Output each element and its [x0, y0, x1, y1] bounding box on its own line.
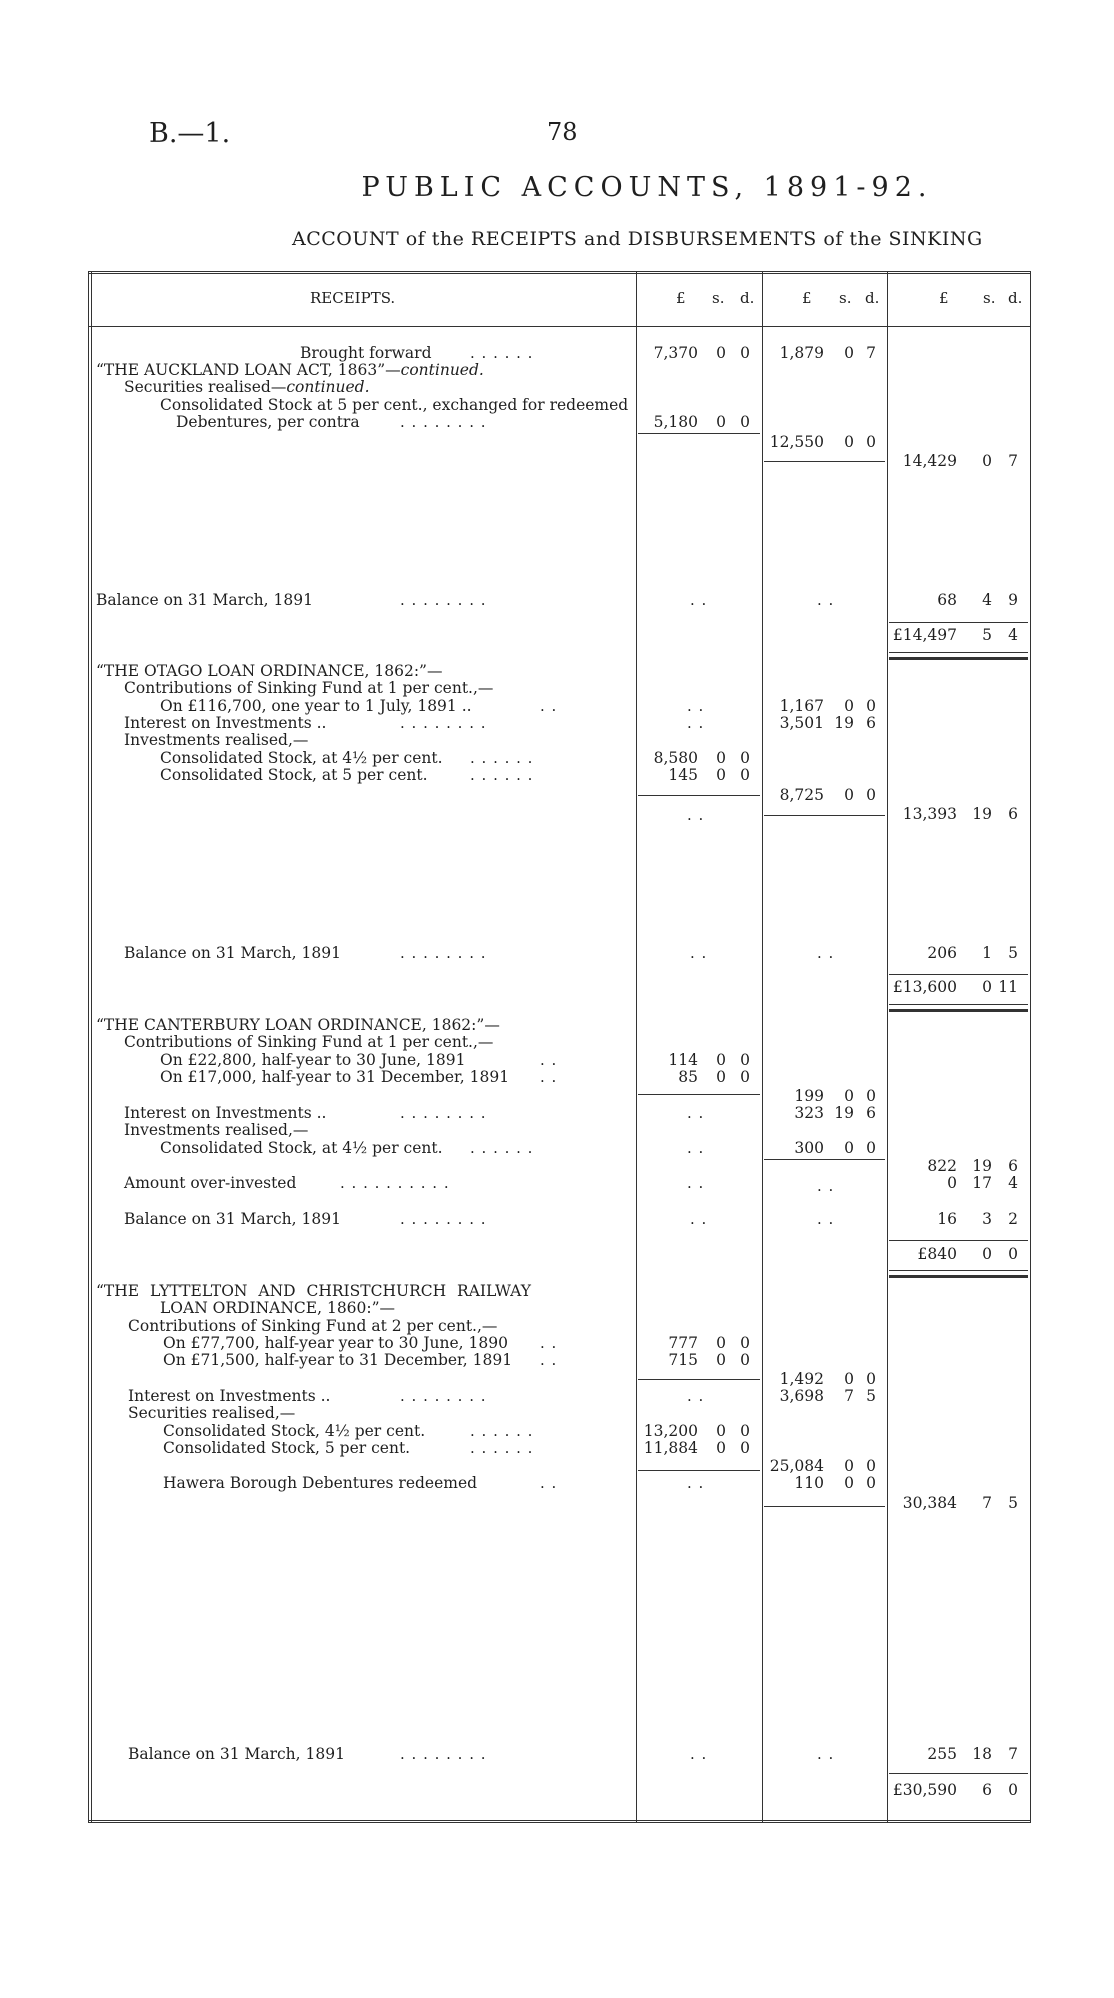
balance-label: Balance on 31 March, 1891 — [96, 591, 313, 609]
c1-pound-header: £ — [676, 289, 686, 307]
leader-dots: . . . . . . — [470, 1439, 534, 1457]
leader-dots: . . . . . . — [470, 1139, 534, 1157]
amount-shillings: 0 — [844, 1457, 854, 1475]
balance-label: Balance on 31 March, 1891 — [124, 1210, 341, 1228]
auckland-title: “THE AUCKLAND LOAN ACT, 1863”— — [96, 361, 401, 379]
amount-pence: 0 — [866, 1457, 876, 1475]
leader-dots: . . . . . . . . — [400, 1745, 487, 1763]
securities-realised-label: Securities realised,— — [128, 1404, 296, 1422]
leader-dots: . . . . . . . . — [400, 1210, 487, 1228]
c2-shilling-header: s. — [839, 289, 852, 307]
leader-dots: . . — [687, 1139, 705, 1157]
amount-pence: 6 — [1008, 1157, 1018, 1175]
amount-pounds: 3,501 — [779, 714, 824, 732]
amount-pence: 0 — [740, 1422, 750, 1440]
amount-pence: 6 — [866, 714, 876, 732]
amount-shillings: 0 — [716, 1051, 726, 1069]
consol-4half-label: Consolidated Stock, at 4½ per cent. — [160, 1139, 443, 1157]
amount-pounds: £30,590 — [892, 1781, 957, 1799]
amount-pounds: 206 — [927, 944, 957, 962]
leader-dots: . . . . . . — [470, 749, 534, 767]
debentures-label: Debentures, per contra — [176, 413, 360, 431]
over-invested-label: Amount over-invested — [124, 1174, 297, 1192]
subtotal-rule — [764, 461, 885, 462]
consol-5-label: Consolidated Stock, at 5 per cent. — [160, 766, 428, 784]
amount-pounds: 13,200 — [643, 1422, 698, 1440]
amount-shillings: 5 — [982, 626, 992, 644]
amount-pounds: 11,884 — [643, 1439, 698, 1457]
amount-pence: 0 — [1008, 1245, 1018, 1263]
leader-dots: . . — [817, 1177, 835, 1195]
interest-label: Interest on Investments .. — [128, 1387, 331, 1405]
leader-dots: . . — [540, 1351, 558, 1369]
amount-shillings: 19 — [834, 714, 854, 732]
amount-pence: 0 — [740, 749, 750, 767]
amount-pounds: £13,600 — [892, 978, 957, 996]
subtotal-rule — [764, 1159, 885, 1160]
amount-shillings: 0 — [844, 1139, 854, 1157]
amount-pounds: 777 — [668, 1334, 698, 1352]
amount-shillings: 7 — [844, 1387, 854, 1405]
contributions-1pc-label: Contributions of Sinking Fund at 1 per cent.,— — [124, 1033, 494, 1051]
amount-shillings: 0 — [716, 1351, 726, 1369]
brought-forward-label: Brought forward — [300, 344, 432, 362]
total-rule — [889, 1240, 1028, 1241]
leader-dots: . . . . . . . . . . — [340, 1174, 450, 1192]
leader-dots: . . — [687, 1104, 705, 1122]
amount-shillings: 0 — [716, 1334, 726, 1352]
leader-dots: . . — [540, 1474, 558, 1492]
leader-dots: . . — [817, 944, 835, 962]
amount-shillings: 0 — [716, 749, 726, 767]
page-number: 78 — [547, 118, 578, 146]
grand-total-rule — [889, 1004, 1028, 1012]
amount-shillings: 0 — [716, 1068, 726, 1086]
c2-pence-header: d. — [865, 289, 880, 307]
amount-shillings: 0 — [716, 1439, 726, 1457]
subtotal-rule — [638, 433, 760, 434]
leader-dots: . . — [687, 806, 705, 824]
amount-pence: 0 — [740, 766, 750, 784]
amount-pence: 0 — [866, 1474, 876, 1492]
leader-dots: . . — [540, 1068, 558, 1086]
interest-label: Interest on Investments .. — [124, 1104, 327, 1122]
amount-pounds: 715 — [668, 1351, 698, 1369]
amount-pounds: 1,167 — [779, 697, 824, 715]
leader-dots: . . . . . . — [470, 766, 534, 784]
amount-pence: 9 — [1008, 591, 1018, 609]
c2-pound-header: £ — [802, 289, 812, 307]
investments-realised-label: Investments realised,— — [124, 731, 309, 749]
amount-pounds: 14,429 — [902, 452, 957, 470]
amount-shillings: 19 — [972, 805, 992, 823]
leader-dots: . . — [817, 1745, 835, 1763]
receipts-column-header: RECEIPTS. — [310, 289, 396, 307]
consol-4half-label: Consolidated Stock, 4½ per cent. — [163, 1422, 426, 1440]
subtotal-rule — [638, 1470, 760, 1471]
leader-dots: . . — [687, 714, 705, 732]
grand-total-rule — [889, 652, 1028, 660]
amount-pence: 0 — [866, 1087, 876, 1105]
securities-realised-heading — [124, 378, 370, 396]
amount-pence: 6 — [866, 1104, 876, 1122]
amount-pence: 5 — [866, 1387, 876, 1405]
lyttelton-contribution-1: On £77,700, half-year year to 30 June, 1890 — [163, 1334, 508, 1352]
amount-pounds: 25,084 — [769, 1457, 824, 1475]
amount-pence: 4 — [1008, 1174, 1018, 1192]
amount-pounds: 110 — [794, 1474, 824, 1492]
amount-pounds: 145 — [668, 766, 698, 784]
amount-shillings: 17 — [972, 1174, 992, 1192]
amount-pounds: 85 — [678, 1068, 698, 1086]
leader-dots: . . — [540, 1334, 558, 1352]
amount-shillings: 0 — [716, 1422, 726, 1440]
amount-pounds: 323 — [794, 1104, 824, 1122]
canterbury-heading: “THE CANTERBURY LOAN ORDINANCE, 1862:”— — [96, 1016, 500, 1034]
amount-pounds: 255 — [927, 1745, 957, 1763]
amount-pence: 0 — [866, 697, 876, 715]
leader-dots: . . . . . . . . — [400, 591, 487, 609]
amount-shillings: 0 — [716, 413, 726, 431]
amount-pence: 6 — [1008, 805, 1018, 823]
amount-pence: 0 — [740, 1334, 750, 1352]
amount-pounds: 13,393 — [902, 805, 957, 823]
amount-shillings: 3 — [982, 1210, 992, 1228]
subtotal-rule — [638, 1379, 760, 1380]
leader-dots: . . — [690, 1210, 708, 1228]
amount-pounds: 16 — [937, 1210, 957, 1228]
contributions-2pc-label: Contributions of Sinking Fund at 2 per cent.,— — [128, 1317, 498, 1335]
leader-dots: . . . . . . . . — [400, 714, 487, 732]
amount-shillings: 0 — [982, 1245, 992, 1263]
leader-dots: . . . . . . . . — [400, 1387, 487, 1405]
amount-pounds: 8,725 — [779, 786, 824, 804]
amount-shillings: 0 — [844, 344, 854, 362]
leader-dots: . . — [690, 591, 708, 609]
total-rule — [889, 622, 1028, 623]
document-reference: B.—1. — [149, 118, 231, 149]
leader-dots: . . . . . . — [470, 344, 534, 362]
amount-pence: 7 — [1008, 452, 1018, 470]
amount-pence: 0 — [740, 1051, 750, 1069]
leader-dots: . . — [540, 1051, 558, 1069]
consol-4half-label: Consolidated Stock, at 4½ per cent. — [160, 749, 443, 767]
lyttelton-heading-line1: “THE LYTTELTON AND CHRISTCHURCH RAILWAY — [96, 1282, 531, 1300]
amount-pounds: 300 — [794, 1139, 824, 1157]
c3-shilling-header: s. — [983, 289, 996, 307]
amount-pounds: £840 — [917, 1245, 957, 1263]
subtotal-rule — [638, 1094, 760, 1095]
amount-shillings: 0 — [844, 1474, 854, 1492]
amount-shillings: 0 — [716, 766, 726, 784]
amount-pounds: 68 — [937, 591, 957, 609]
leader-dots: . . — [690, 944, 708, 962]
total-rule — [889, 1773, 1028, 1774]
page-title: PUBLIC ACCOUNTS, 1891-92. — [361, 172, 933, 203]
amount-pence: 0 — [740, 344, 750, 362]
consol-5-label: Consolidated Stock, 5 per cent. — [163, 1439, 411, 1457]
amount-shillings: 4 — [982, 591, 992, 609]
continued-note: continued. — [286, 378, 370, 396]
contributions-1pc-label: Contributions of Sinking Fund at 1 per cent.,— — [124, 679, 494, 697]
continued-note: continued. — [400, 361, 484, 379]
investments-realised-label: Investments realised,— — [124, 1121, 309, 1139]
amount-pence: 0 — [1008, 1781, 1018, 1799]
amount-pence: 11 — [998, 978, 1018, 996]
c1-pence-header: d. — [740, 289, 755, 307]
amount-shillings: 0 — [844, 1370, 854, 1388]
leader-dots: . . — [817, 1210, 835, 1228]
canterbury-contribution-1: On £22,800, half-year to 30 June, 1891 — [160, 1051, 466, 1069]
amount-pence: 7 — [1008, 1745, 1018, 1763]
c1-shilling-header: s. — [712, 289, 725, 307]
amount-shillings: 18 — [972, 1745, 992, 1763]
leader-dots: . . — [687, 1474, 705, 1492]
leader-dots: . . — [687, 1174, 705, 1192]
leader-dots: . . . . . . . . — [400, 1104, 487, 1122]
amount-shillings: 6 — [982, 1781, 992, 1799]
hawera-label: Hawera Borough Debentures redeemed — [163, 1474, 478, 1492]
amount-pence: 5 — [1008, 944, 1018, 962]
leader-dots: . . — [690, 1745, 708, 1763]
amount-pounds: 12,550 — [769, 433, 824, 451]
amount-shillings: 0 — [716, 344, 726, 362]
leader-dots: . . . . . . . . — [400, 413, 487, 431]
balance-label: Balance on 31 March, 1891 — [124, 944, 341, 962]
subtotal-rule — [764, 815, 885, 816]
amount-pence: 2 — [1008, 1210, 1018, 1228]
lyttelton-contribution-2: On £71,500, half-year to 31 December, 1891 — [163, 1351, 513, 1369]
amount-pounds: 114 — [668, 1051, 698, 1069]
amount-shillings: 1 — [982, 944, 992, 962]
amount-shillings: 0 — [844, 786, 854, 804]
consol-exchanged-label: Consolidated Stock at 5 per cent., exchanged for redeemed — [160, 396, 629, 414]
amount-pence: 0 — [866, 786, 876, 804]
amount-pounds: 3,698 — [779, 1387, 824, 1405]
c3-pound-header: £ — [939, 289, 949, 307]
amount-pence: 0 — [740, 1351, 750, 1369]
amount-shillings: 7 — [982, 1494, 992, 1512]
amount-pounds: 199 — [794, 1087, 824, 1105]
total-rule — [889, 974, 1028, 975]
amount-pounds: 8,580 — [653, 749, 698, 767]
amount-pence: 5 — [1008, 1494, 1018, 1512]
amount-pence: 0 — [866, 1370, 876, 1388]
amount-shillings: 0 — [844, 1087, 854, 1105]
amount-shillings: 0 — [982, 452, 992, 470]
leader-dots: . . . . . . . . — [400, 944, 487, 962]
securities-realised-label: Securities realised— — [124, 378, 287, 396]
amount-pence: 7 — [866, 344, 876, 362]
balance-label: Balance on 31 March, 1891 — [128, 1745, 345, 1763]
amount-pence: 0 — [740, 413, 750, 431]
leader-dots: . . . . . . — [470, 1422, 534, 1440]
amount-pence: 4 — [1008, 626, 1018, 644]
amount-pence: 0 — [740, 1068, 750, 1086]
subtotal-rule — [764, 1506, 885, 1507]
interest-label: Interest on Investments .. — [124, 714, 327, 732]
amount-shillings: 0 — [844, 433, 854, 451]
amount-pounds: 822 — [927, 1157, 957, 1175]
amount-pence: 0 — [740, 1439, 750, 1457]
amount-pounds: 1,492 — [779, 1370, 824, 1388]
otago-contribution-label: On £116,700, one year to 1 July, 1891 .. — [160, 697, 472, 715]
amount-pounds: £14,497 — [892, 626, 957, 644]
lyttelton-heading-line2: LOAN ORDINANCE, 1860:”— — [160, 1299, 396, 1317]
amount-pounds: 0 — [947, 1174, 957, 1192]
amount-pounds: 7,370 — [653, 344, 698, 362]
subtotal-rule — [638, 795, 760, 796]
amount-pounds: 30,384 — [902, 1494, 957, 1512]
account-subtitle: ACCOUNT of the RECEIPTS and DISBURSEMENTS of the SINKING — [292, 228, 983, 250]
amount-pounds: 1,879 — [779, 344, 824, 362]
leader-dots: . . — [687, 1387, 705, 1405]
otago-heading: “THE OTAGO LOAN ORDINANCE, 1862:”— — [96, 662, 443, 680]
c3-pence-header: d. — [1008, 289, 1023, 307]
amount-shillings: 19 — [972, 1157, 992, 1175]
amount-pence: 0 — [866, 1139, 876, 1157]
auckland-heading — [96, 361, 484, 379]
amount-pounds: 5,180 — [653, 413, 698, 431]
leader-dots: . . — [817, 591, 835, 609]
canterbury-contribution-2: On £17,000, half-year to 31 December, 1891 — [160, 1068, 510, 1086]
leader-dots: . . — [687, 697, 705, 715]
grand-total-rule — [889, 1270, 1028, 1278]
amount-shillings: 0 — [982, 978, 992, 996]
amount-shillings: 0 — [844, 697, 854, 715]
amount-shillings: 19 — [834, 1104, 854, 1122]
leader-dots: . . — [540, 697, 558, 715]
amount-pence: 0 — [866, 433, 876, 451]
